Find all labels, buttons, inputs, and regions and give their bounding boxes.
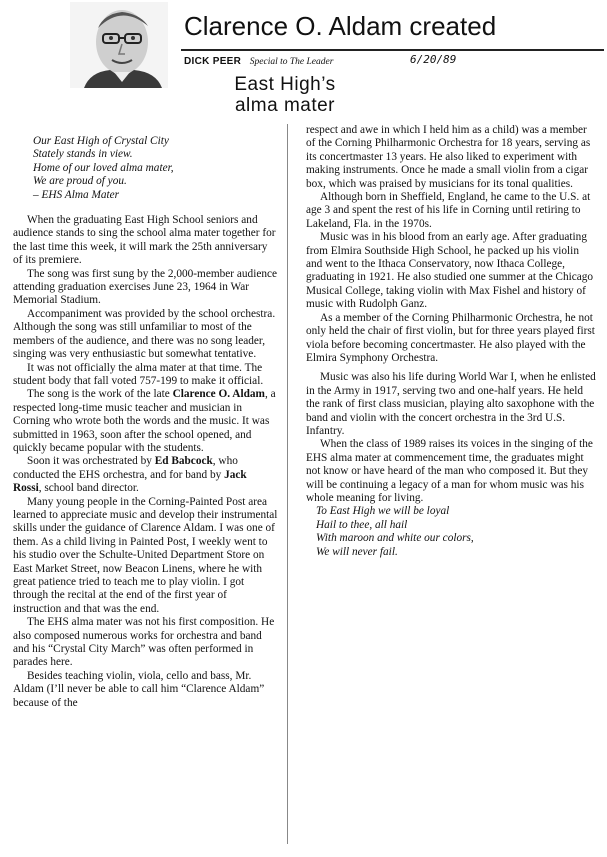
- paragraph: As a member of the Corning Philharmonic Orchestra, he not only held the chair of first violin, but for three years played first viola before becoming concertmaster. He also played with the Elmira Symphony Orchestra.: [306, 311, 595, 364]
- paragraph: Many young people in the Corning-Painted Post area learned to appreciate music and develop their instrumental skills under the guidance of Clarence Aldam. I was one of them. As a child living in Painted Post, I weekly went to his studio over the Schulte-United Department Store on East Market Street, now Beacon Linens, where he with great patience tried to teach me to play violin. I got through the recital at the end of the first year of instruction and that was the end.: [13, 495, 278, 615]
- opening-quote: [13, 135, 278, 202]
- header-rule: [181, 49, 604, 51]
- paragraph: Accompaniment was provided by the school orchestra. Although the song was still unfamiliar to most of the members of the audience, and there was no song leader, singing was very enthusiastic but somewhat tentative.: [13, 307, 276, 361]
- paragraph: Music was in his blood from an early age. After graduating from Elmira Southside High School, he packed up his violin and went to the Ithaca Conservatory, now Ithaca College, graduating in 1921. He also studied one summer at the Chicago Musical College, taking violin with Max Fishel and history of music with Rudolph Ganz.: [306, 231, 594, 311]
- article-column-1: [13, 135, 278, 710]
- quote-line: Stately stands in view.: [33, 148, 133, 161]
- quote-attribution: – EHS Alma Mater: [33, 188, 120, 201]
- article-column-2: [306, 124, 598, 559]
- closing-quote: [306, 505, 598, 559]
- name-clarence-aldam: Clarence O. Aldam: [172, 388, 265, 401]
- paragraph: Although born in Sheffield, England, he came to the U.S. at age 3 and spent the rest of his life in Corning until retiring to Lakeland, Fla. in the 1970s.: [306, 191, 591, 230]
- quote-line: Hail to thee, all hail: [316, 518, 408, 531]
- subheadline: [190, 74, 380, 122]
- paragraph: When the graduating East High School seniors and audience stands to sing the school alma mater together for the last time this week, it will mark the 25th anniversary of its premiere.: [13, 214, 276, 267]
- quote-line: We will never fail.: [316, 545, 398, 558]
- quote-line: We are proud of you.: [33, 175, 127, 188]
- paragraph: The EHS alma mater was not his first composition. He also composed numerous works for orchestra and band and his “Crystal City March” was often performed in parades here.: [13, 616, 275, 669]
- author-photo: [70, 2, 168, 88]
- paragraph: The song is the work of the late Clarence O. Aldam, a respected long-time music teacher and musician in Corning who wrote both the words and the music. It was submitted in 1963, soon after the school opened, and quickly became popular with the students.: [13, 388, 276, 454]
- paragraph: When the class of 1989 raises its voices in the singing of the EHS alma mater at commencement time, the graduates might not know or have heard of the man who composed it. But they will be continuing a legacy of a man for whom music was his whole meaning for living.: [306, 438, 593, 504]
- author-name: DICK PEER: [184, 56, 242, 67]
- name-ed-babcock: Ed Babcock: [154, 455, 213, 468]
- headline: Clarence O. Aldam created: [184, 11, 497, 41]
- subheadline-line-1: East High’s: [234, 74, 336, 95]
- paragraph: Music was also his life during World War I, when he enlisted in the Army in 1917, serving two and one-half years. He held the rank of first class musician, playing alto saxophone with the band and violin with the concert orchestra in the 3rd U.S. Infantry.: [306, 371, 596, 437]
- column-divider: [287, 124, 288, 844]
- paragraph: It was not officially the alma mater at that time. The student body that fall voted 757-199 to make it official.: [13, 361, 264, 387]
- byline-special: Special to The Leader: [249, 57, 334, 67]
- paragraph: respect and awe in which I held him as a child) was a member of the Corning Philharmonic Orchestra for 18 years, serving as its concertmaster 13 years. He also liked to experiment with making instruments. Once he made a small violin from a cigar box, which was praised by musicians for its tonal qualities.: [306, 124, 591, 190]
- paragraph: Soon it was orchestrated by Ed Babcock, who conducted the EHS orchestra, and for band by Jack Rossi, school band director.: [13, 455, 247, 495]
- name-jack-rossi: Jack Rossi: [13, 468, 247, 495]
- quote-line: Home of our loved alma mater,: [33, 161, 174, 174]
- paragraph: Besides teaching violin, viola, cello and bass, Mr. Aldam (I’ll never be able to call him “Clarence Aldam” because of the: [13, 669, 265, 709]
- quote-line: To East High we will be loyal: [316, 505, 450, 518]
- subheadline-line-2: alma mater: [234, 95, 336, 116]
- portrait-image: [70, 2, 168, 88]
- handwritten-date: 6/20/89: [410, 53, 457, 66]
- byline: [184, 53, 604, 71]
- paragraph: The song was first sung by the 2,000-member audience attending graduation exercises June 23, 1964 in War Memorial Stadium.: [13, 267, 278, 307]
- quote-line: Our East High of Crystal City: [33, 135, 169, 147]
- quote-line: With maroon and white our colors,: [316, 532, 474, 545]
